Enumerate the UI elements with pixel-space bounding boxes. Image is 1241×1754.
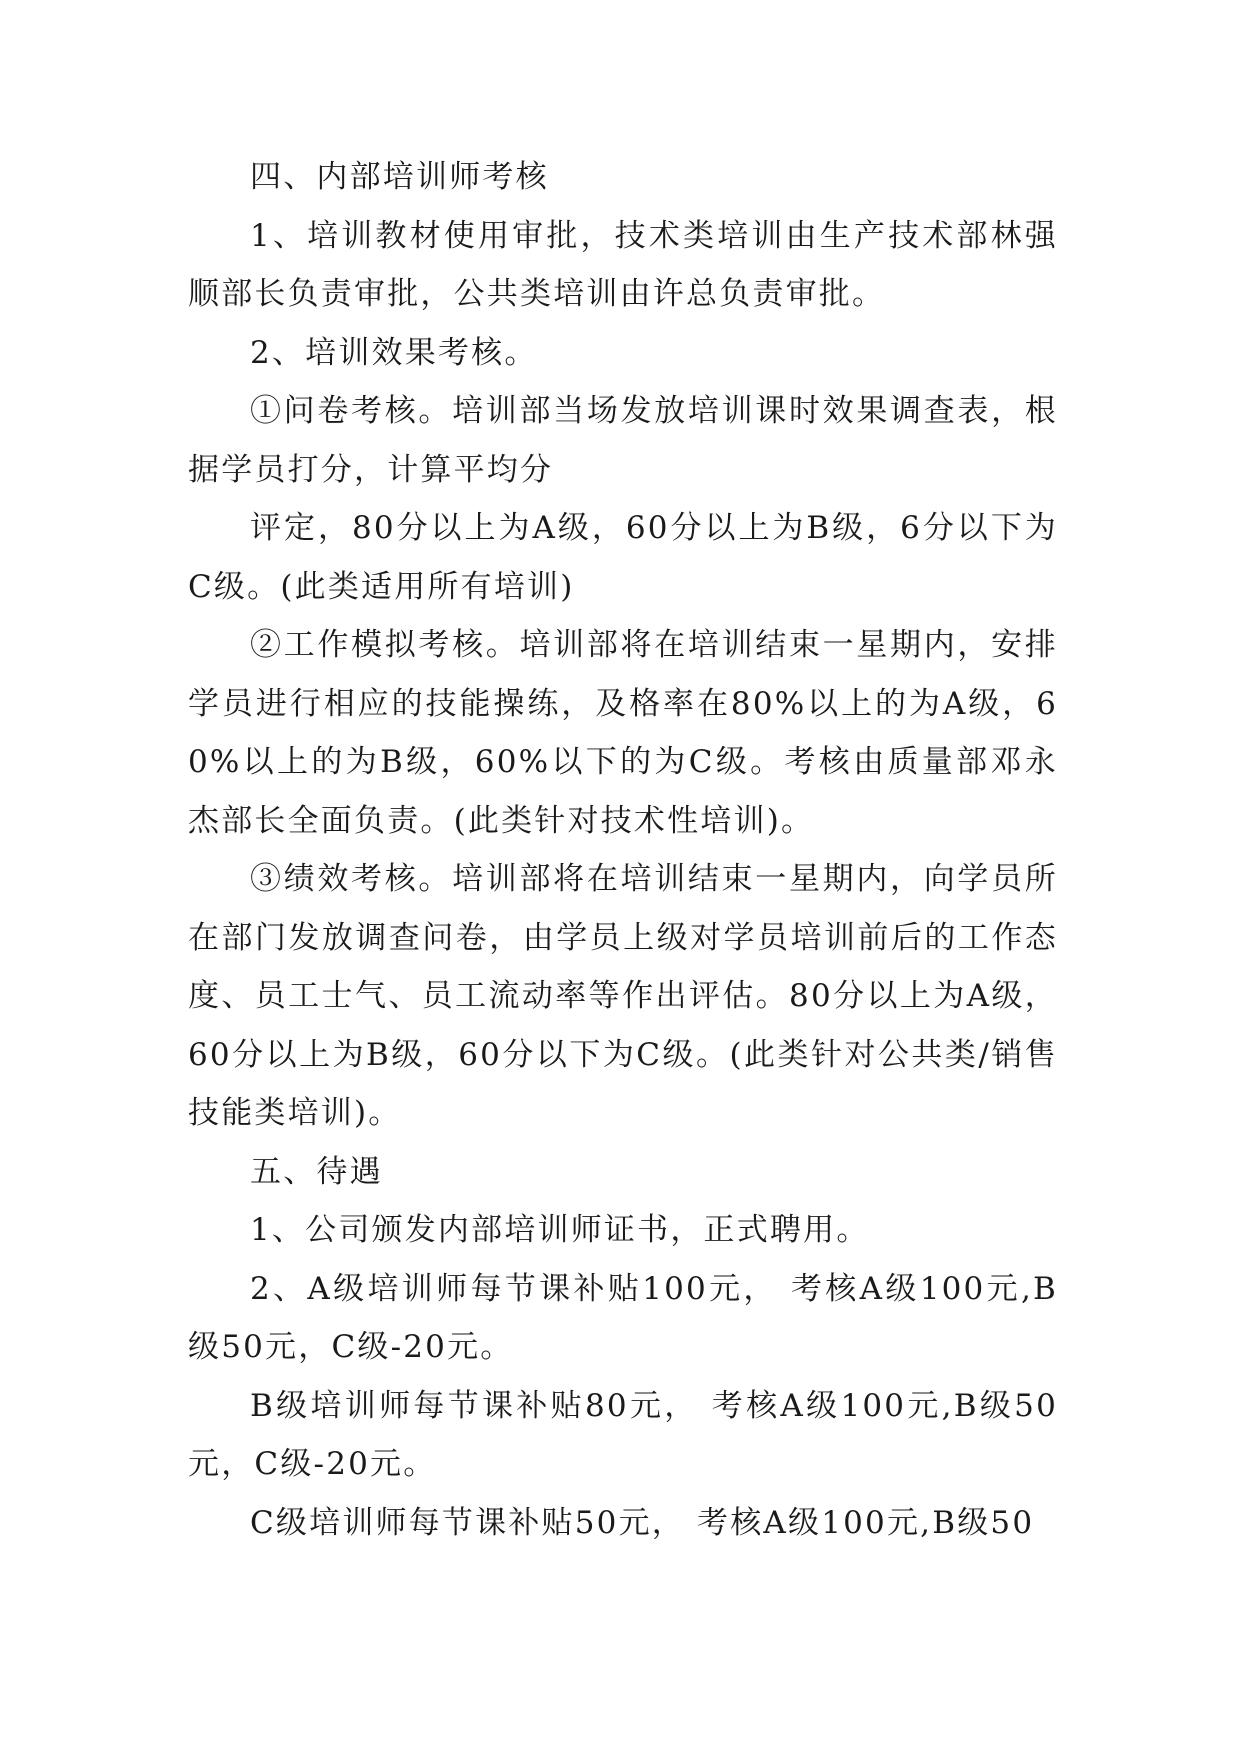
section-heading-5: 五、待遇: [250, 1153, 383, 1190]
paragraph-grade-c-subsidy: C级培训师每节课补贴50元， 考核A级100元,B级50: [250, 1504, 1035, 1541]
section-heading-4: 四、内部培训师考核: [250, 159, 549, 195]
paragraph-grade-b-subsidy: B级培训师每节课补贴80元， 考核A级100元,B级50元，C级-20元。: [188, 1387, 1058, 1482]
paragraph-questionnaire: ①问卷考核。培训部当场发放培训课时效果调查表，根据学员打分，计算平均分: [188, 393, 1058, 488]
paragraph-grading: 评定，80分以上为A级，60分以上为B级，6分以下为C级。(此类适用所有培训): [188, 510, 1058, 605]
paragraph-performance: ③绩效考核。培训部将在培训结束一星期内，向学员所在部门发放调查问卷，由学员上级对学员培训前后的工作态度、员工士气、员工流动率等作出评估。80分以上为A级，60分以上为B级，60分以下为C级。(此类针对公共类/销售技能类培训)。: [188, 861, 1058, 1131]
document-body: [188, 148, 1058, 1552]
paragraph-material-approval: 1、培训教材使用审批，技术类培训由生产技术部林强顺部长负责审批，公共类培训由许总负责审批。: [188, 217, 1058, 312]
paragraph-certificate: 1、公司颁发内部培训师证书，正式聘用。: [250, 1212, 870, 1248]
paragraph-effect-assessment: 2、培训效果考核。: [250, 334, 538, 371]
paragraph-simulation: ②工作模拟考核。培训部将在培训结束一星期内，安排学员进行相应的技能操练，及格率在80%以上的为A级，60%以上的为B级，60%以下的为C级。考核由质量部邓永杰部长全面负责。(此类针对技术性培训)。: [188, 627, 1058, 839]
paragraph-grade-a-subsidy: 2、A级培训师每节课补贴100元， 考核A级100元,B级50元，C级-20元。: [188, 1270, 1058, 1365]
